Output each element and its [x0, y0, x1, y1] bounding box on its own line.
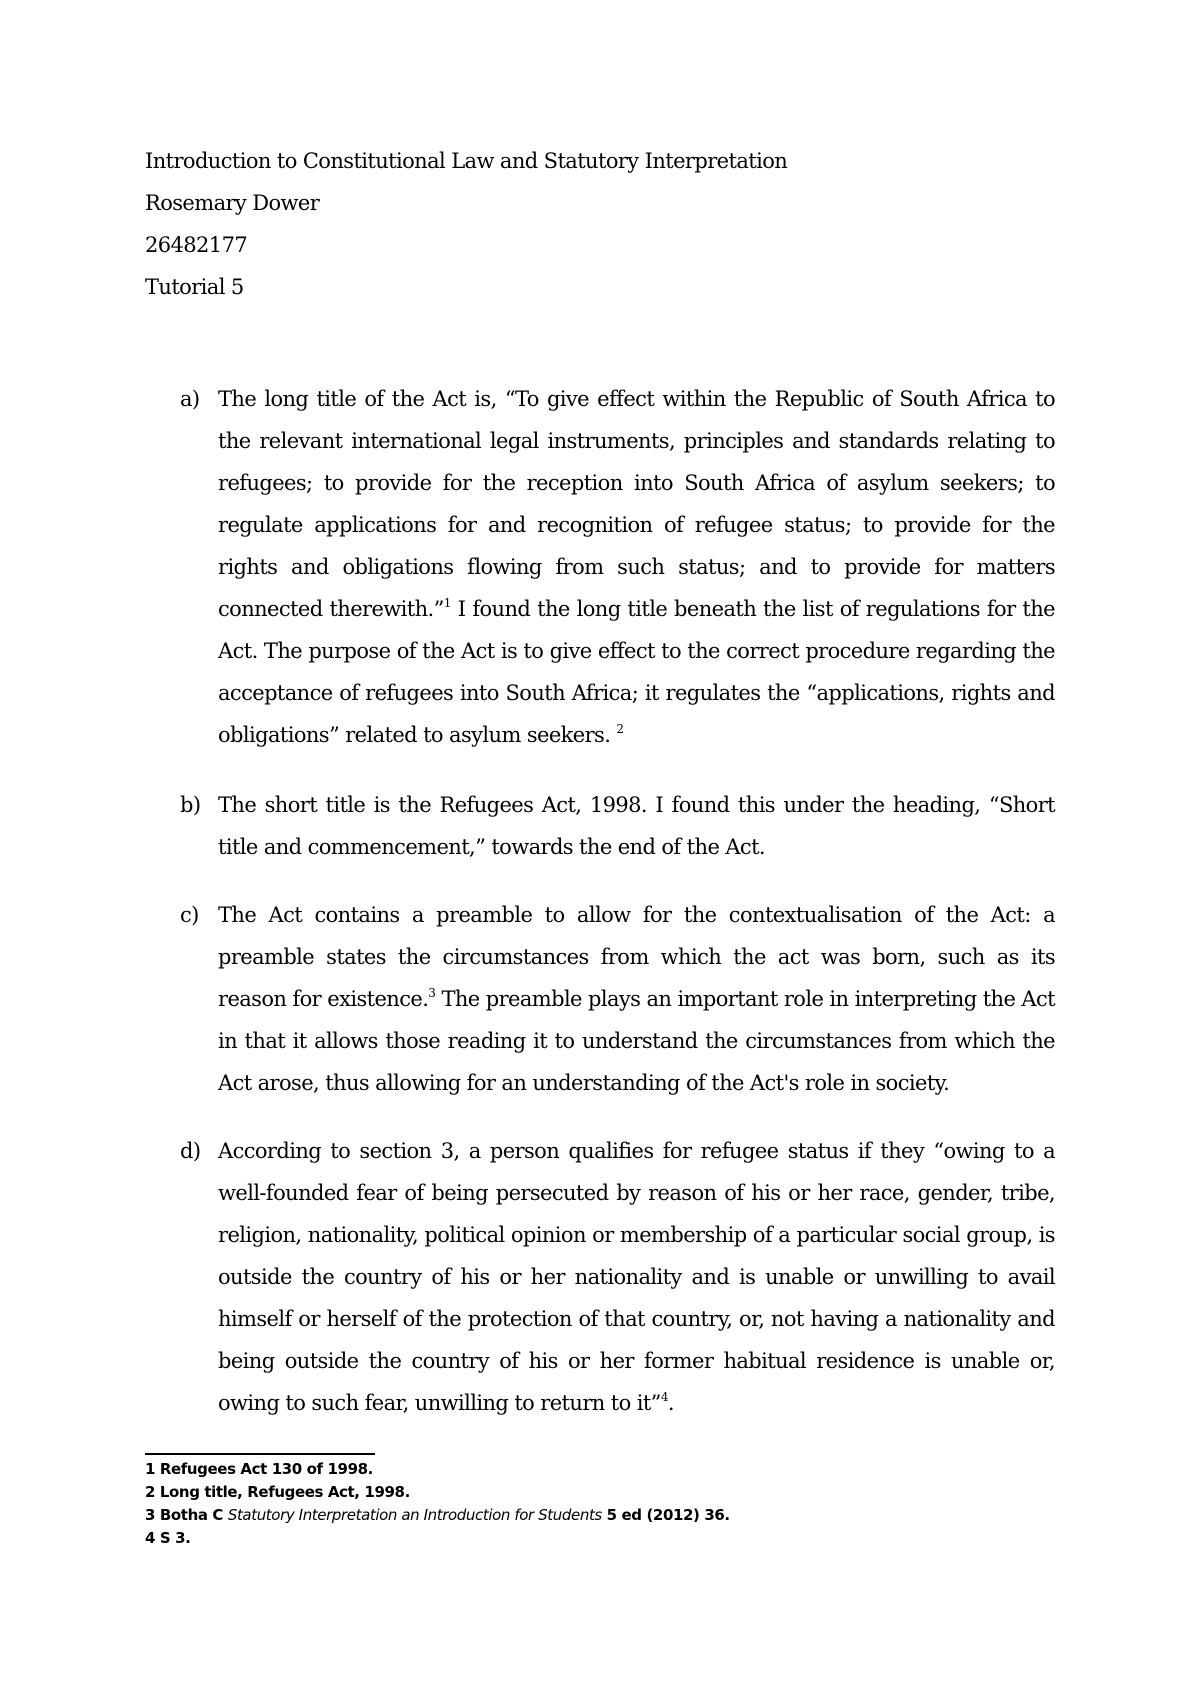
- answer-a-part2: I found the long title beneath the list of regulations for the Act. The purpose of the Act is to give effect to the correct procedure regarding the acceptance of refugees into South Africa; it regulates the “applications, rights and obligations” related to asylum seekers.: [218, 597, 1056, 747]
- answer-d-marker: d): [180, 1139, 201, 1163]
- student-number: 26482177: [145, 233, 248, 257]
- footnote-1: 1 Refugees Act 130 of 1998.: [145, 1460, 373, 1478]
- answer-a-part1: The long title of the Act is, “To give effect within the Republic of South Africa to the relevant international legal instruments, principles and standards relating to refugees; to provide for the reception into South Africa of asylum seekers; to regulate applications for and recognition of refugee status; to provide for the rights and obligations flowing from such status; and to provide for matters connected therewith.”: [218, 387, 1055, 621]
- answer-d-text: [218, 1130, 1055, 1424]
- answer-d-part1: According to section 3, a person qualifies for refugee status if they “owing to a well-founded fear of being persecuted by reason of his or her race, gender, tribe, religion, nationality, political opinion or membership of a particular social group, is outside the country of his or her nationality and is unable or unwilling to avail himself or herself of the protection of that country, or, not having a nationality and being outside the country of his or her former habitual residence is unable or, owing to such fear, unwilling to return to it”: [218, 1139, 1055, 1415]
- answer-a-marker: a): [180, 387, 200, 411]
- tutorial-label: Tutorial 5: [145, 275, 244, 299]
- answer-a: [180, 378, 1055, 756]
- answer-d-part2: .: [667, 1391, 674, 1415]
- footnote-separator: [145, 1453, 375, 1455]
- answer-b: [180, 784, 1055, 868]
- footnote-ref-3[interactable]: 3: [428, 986, 436, 1000]
- answer-c-marker: c): [180, 903, 199, 927]
- answer-c-part2: The preamble plays an important role in interpreting the Act in that it allows those reading it to understand the circumstances from which the Act arose, thus allowing for an understanding of the Act's role in society.: [218, 987, 1056, 1095]
- footnote-3-author: 3 Botha C: [145, 1506, 228, 1524]
- footnote-2: 2 Long title, Refugees Act, 1998.: [145, 1483, 410, 1501]
- answer-a-text: [218, 378, 1055, 756]
- answer-b-text: The short title is the Refugees Act, 1998. I found this under the heading, “Short title and commencement,” towards the end of the Act.: [218, 793, 1055, 859]
- answer-c-text: [218, 894, 1055, 1104]
- answer-b-marker: b): [180, 793, 201, 817]
- footnote-3-edition: 5 ed (2012) 36.: [601, 1506, 730, 1524]
- answer-d: [180, 1130, 1055, 1424]
- answer-c-part1: The Act contains a preamble to allow for the contextualisation of the Act: a preamble states the circumstances from which the act was born, such as its reason for existence.: [218, 903, 1055, 1011]
- footnote-4: 4 S 3.: [145, 1529, 191, 1547]
- footnote-3: [145, 1504, 1045, 1527]
- footnote-3-book-title: Statutory Interpretation an Introduction for Students: [227, 1506, 602, 1524]
- footnote-ref-4[interactable]: 4: [660, 1390, 668, 1404]
- answer-c: [180, 894, 1055, 1104]
- footnote-ref-1[interactable]: 1: [443, 596, 451, 610]
- footnote-ref-2[interactable]: 2: [616, 722, 624, 736]
- course-title: Introduction to Constitutional Law and Statutory Interpretation: [145, 149, 788, 173]
- author-name: Rosemary Dower: [145, 191, 320, 215]
- footnotes-section: [145, 1458, 1045, 1550]
